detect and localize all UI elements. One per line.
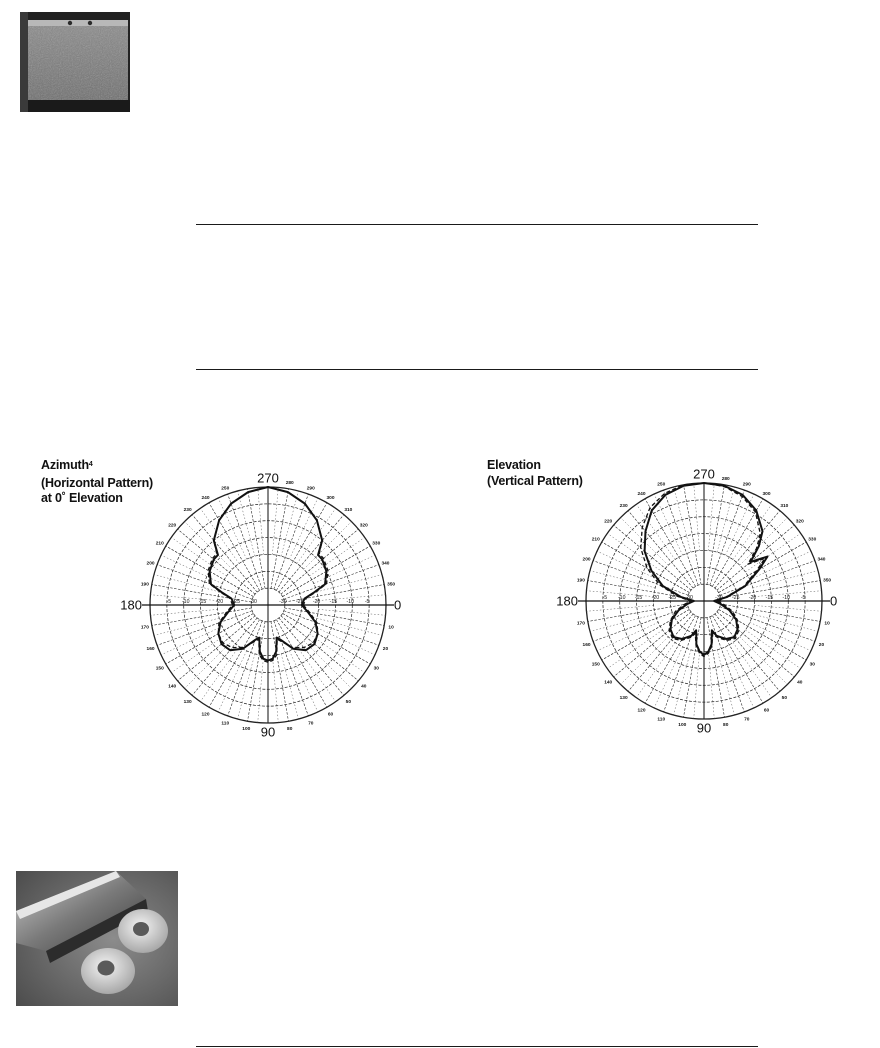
angle-label: 350 [387, 582, 396, 588]
angle-label: 170 [140, 625, 149, 631]
angle-label: 300 [326, 495, 335, 501]
grid-spoke [720, 561, 815, 596]
angle-label: 150 [591, 662, 600, 668]
major-angle-label: 0 [394, 597, 402, 613]
angle-label: 70 [308, 721, 314, 727]
angle-label: 50 [345, 699, 352, 705]
radial-tick-label: -20 [312, 599, 321, 605]
speaker-photo-image [16, 12, 130, 114]
angle-label: 70 [744, 717, 750, 723]
angle-label: 190 [140, 582, 149, 588]
major-angle-label: 180 [556, 593, 578, 609]
angle-label: 340 [817, 557, 826, 563]
angle-label: 300 [762, 491, 771, 497]
grid-minor-spoke [304, 522, 352, 570]
angle-label: 170 [576, 621, 585, 627]
radial-tick-label: -30 [715, 595, 723, 601]
mount-hardware-photo-image [16, 871, 178, 1006]
footnote-marker: 4 [88, 461, 93, 468]
azimuth-title-line-1: Azimuth [41, 458, 89, 472]
angle-label: 30 [809, 662, 815, 668]
angle-label: 190 [576, 578, 585, 584]
grid-minor-spoke [154, 618, 219, 635]
major-angle-label: 270 [693, 466, 715, 482]
angle-label: 100 [678, 723, 687, 729]
angle-label: 60 [327, 712, 334, 718]
elevation-title-line-2: (Vertical Pattern) [487, 473, 583, 488]
angle-label: 310 [344, 508, 353, 514]
radial-tick-label: -25 [295, 599, 304, 605]
radial-tick-label: -10 [181, 599, 190, 605]
angle-label: 340 [381, 561, 390, 567]
angle-label: 50 [781, 695, 788, 701]
radial-tick-label: -25 [232, 599, 241, 605]
angle-label: 210 [591, 537, 600, 543]
angle-label: 230 [183, 508, 192, 514]
grid-spoke [274, 494, 309, 589]
angle-label: 290 [306, 486, 315, 492]
grid-minor-spoke [636, 642, 675, 697]
angle-label: 40 [797, 680, 803, 686]
radial-tick-label: -30 [249, 599, 257, 605]
grid-spoke [279, 515, 344, 592]
grid-minor-spoke [200, 508, 239, 563]
grid-spoke [228, 621, 263, 716]
radial-tick-label: -30 [685, 595, 693, 601]
major-angle-label: 180 [120, 597, 142, 613]
mount-hardware-photo [16, 871, 178, 1006]
angle-label: 240 [637, 491, 646, 497]
grid-minor-spoke [218, 498, 247, 559]
speaker-photo [16, 12, 130, 114]
angle-label: 310 [780, 504, 789, 510]
major-angle-label: 270 [257, 470, 279, 486]
major-angle-label: 90 [696, 720, 712, 736]
radial-tick-label: -25 [731, 595, 740, 601]
azimuth-polar-chart [120, 468, 402, 758]
angle-label: 250 [657, 482, 666, 488]
angle-label: 120 [201, 712, 210, 718]
elevation-title-line-1: Elevation [487, 458, 541, 472]
angle-label: 320 [359, 523, 368, 529]
radial-tick-label: -5 [602, 595, 608, 601]
angle-label: 250 [221, 486, 230, 492]
grid-minor-spoke [753, 614, 818, 631]
grid-minor-spoke [200, 646, 239, 701]
grid-minor-spoke [740, 637, 788, 685]
angle-label: 350 [823, 578, 832, 584]
radial-tick-label: -15 [329, 599, 338, 605]
angle-label: 110 [221, 721, 230, 727]
grid-minor-spoke [590, 570, 655, 587]
radial-tick-label: -10 [617, 595, 626, 601]
angle-label: 320 [795, 519, 804, 525]
radial-tick-label: -5 [364, 599, 370, 605]
grid-spoke [283, 613, 371, 664]
angle-label: 140 [168, 684, 177, 690]
grid-spoke [192, 618, 257, 695]
angle-label: 150 [155, 666, 164, 672]
angle-label: 200 [582, 557, 591, 563]
angle-label: 280 [721, 476, 730, 482]
major-angle-label: 90 [260, 724, 276, 740]
grid-minor-spoke [317, 618, 382, 635]
grid-spoke [628, 614, 693, 691]
radial-tick-label: -20 [748, 595, 757, 601]
angle-label: 10 [824, 621, 830, 627]
radial-tick-label: -10 [782, 595, 791, 601]
grid-minor-spoke [733, 642, 772, 697]
grid-minor-spoke [590, 614, 655, 631]
angle-label: 80 [723, 723, 729, 729]
angle-label: 130 [183, 699, 192, 705]
angle-label: 120 [637, 708, 646, 714]
radial-tick-label: -5 [800, 595, 806, 601]
azimuth-title-line-3: at 0˚ Elevation [41, 491, 123, 505]
elevation-polar-chart [556, 464, 850, 754]
angle-label: 160 [146, 646, 155, 652]
grid-minor-spoke [304, 641, 352, 689]
angle-label: 40 [361, 684, 367, 690]
radial-tick-label: -30 [279, 599, 287, 605]
polar-grid [142, 487, 394, 723]
azimuth-title-line-2: (Horizontal Pattern) [41, 475, 153, 490]
angle-label: 290 [742, 482, 751, 488]
angle-label: 130 [619, 695, 628, 701]
angle-label: 220 [168, 523, 177, 529]
grid-minor-spoke [297, 646, 336, 701]
angle-label: 140 [604, 680, 613, 686]
radial-tick-label: -15 [198, 599, 207, 605]
angle-label: 330 [372, 541, 381, 547]
horizontal-rule [196, 224, 758, 225]
grid-spoke [710, 490, 745, 585]
angle-label: 160 [582, 642, 591, 648]
angle-label: 10 [388, 625, 394, 631]
angle-label: 80 [287, 727, 293, 733]
angle-label: 280 [285, 480, 294, 486]
angle-label: 330 [808, 537, 817, 543]
horizontal-rule [196, 369, 758, 370]
radial-tick-label: -20 [215, 599, 224, 605]
radial-tick-label: -5 [166, 599, 172, 605]
grid-spoke [157, 611, 252, 646]
radial-tick-label: -15 [634, 595, 643, 601]
angle-label: 210 [155, 541, 164, 547]
polar-grid [578, 483, 830, 719]
angle-label: 200 [146, 561, 155, 567]
angle-label: 20 [818, 642, 825, 648]
horizontal-rule [196, 1046, 758, 1047]
angle-label: 230 [619, 504, 628, 510]
major-angle-label: 0 [830, 593, 838, 609]
angle-label: 30 [373, 666, 379, 672]
angle-label: 60 [763, 708, 770, 714]
grid-spoke [284, 565, 379, 600]
angle-label: 240 [201, 495, 210, 501]
grid-spoke [715, 511, 780, 588]
angle-label: 220 [604, 519, 613, 525]
angle-label: 110 [657, 717, 666, 723]
angle-label: 100 [242, 727, 251, 733]
radial-tick-label: -15 [765, 595, 774, 601]
radial-tick-label: -10 [346, 599, 355, 605]
grid-spoke [719, 609, 807, 660]
radial-tick-label: -20 [651, 595, 660, 601]
angle-label: 20 [382, 646, 389, 652]
radial-tick-label: -25 [668, 595, 677, 601]
